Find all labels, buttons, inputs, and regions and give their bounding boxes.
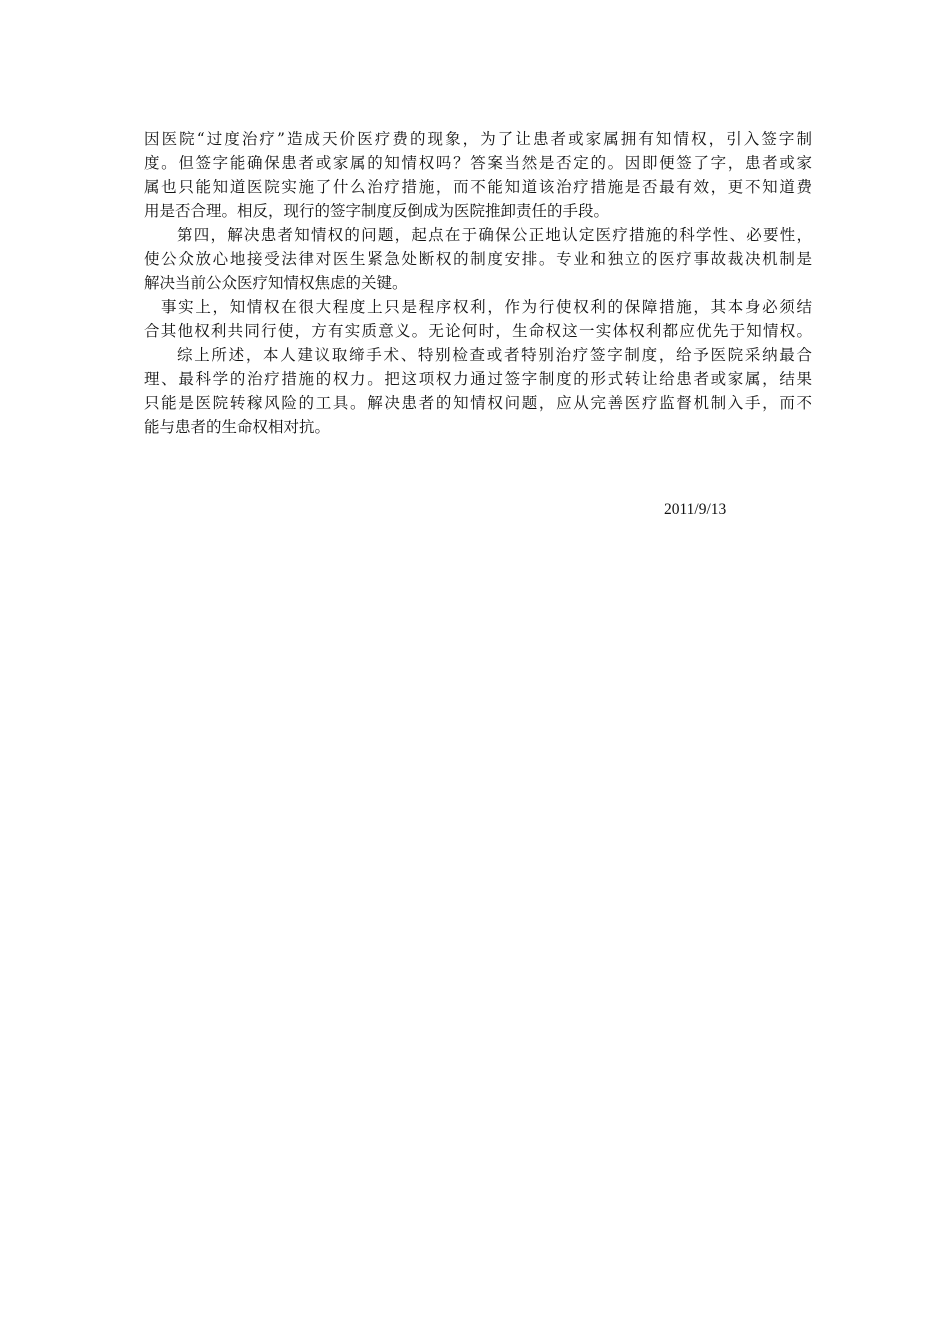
paragraph-2-line-3: 解决当前公众医疗知情权焦虑的关键。 [144, 274, 408, 292]
paragraph-1-line-4: 用是否合理。相反，现行的签字制度反倒成为医院推卸责任的手段。 [144, 202, 610, 220]
paragraph-3-line-2: 合其他权利共同行使，方有实质意义。无论何时，生命权这一实体权利都应优先于知情权。 [144, 322, 812, 340]
paragraph-1-line-2: 度。但签字能确保患者或家属的知情权吗？答案当然是否定的。因即便签了字，患者或家 [144, 154, 812, 172]
paragraph-2 [144, 223, 812, 295]
paragraph-4 [144, 343, 812, 439]
document-date: 2011/9/13 [664, 501, 727, 518]
document-body [144, 127, 812, 439]
paragraph-4-line-3: 只能是医院转稼风险的工具。解决患者的知情权问题，应从完善医疗监督机制入手，而不 [144, 394, 812, 412]
paragraph-4-line-2: 理、最科学的治疗措施的权力。把这项权力通过签字制度的形式转让给患者或家属，结果 [144, 370, 812, 388]
paragraph-2-line-1: 第四，解决患者知情权的问题，起点在于确保公正地认定医疗措施的科学性、必要性， [177, 226, 812, 244]
paragraph-1 [144, 127, 812, 223]
paragraph-2-line-2: 使公众放心地接受法律对医生紧急处断权的制度安排。专业和独立的医疗事故裁决机制是 [144, 250, 812, 268]
paragraph-3-line-1: 事实上，知情权在很大程度上只是程序权利，作为行使权利的保障措施，其本身必须结 [161, 298, 812, 316]
paragraph-1-line-3: 属也只能知道医院实施了什么治疗措施，而不能知道该治疗措施是否最有效，更不知道费 [144, 178, 812, 196]
paragraph-4-line-4: 能与患者的生命权相对抗。 [144, 418, 331, 436]
paragraph-4-line-1: 综上所述，本人建议取缔手术、特别检查或者特别治疗签字制度，给予医院采纳最合 [177, 346, 812, 364]
paragraph-3 [144, 295, 812, 343]
paragraph-1-line-1: 因医院“过度治疗”造成天价医疗费的现象，为了让患者或家属拥有知情权，引入签字制 [144, 130, 812, 148]
